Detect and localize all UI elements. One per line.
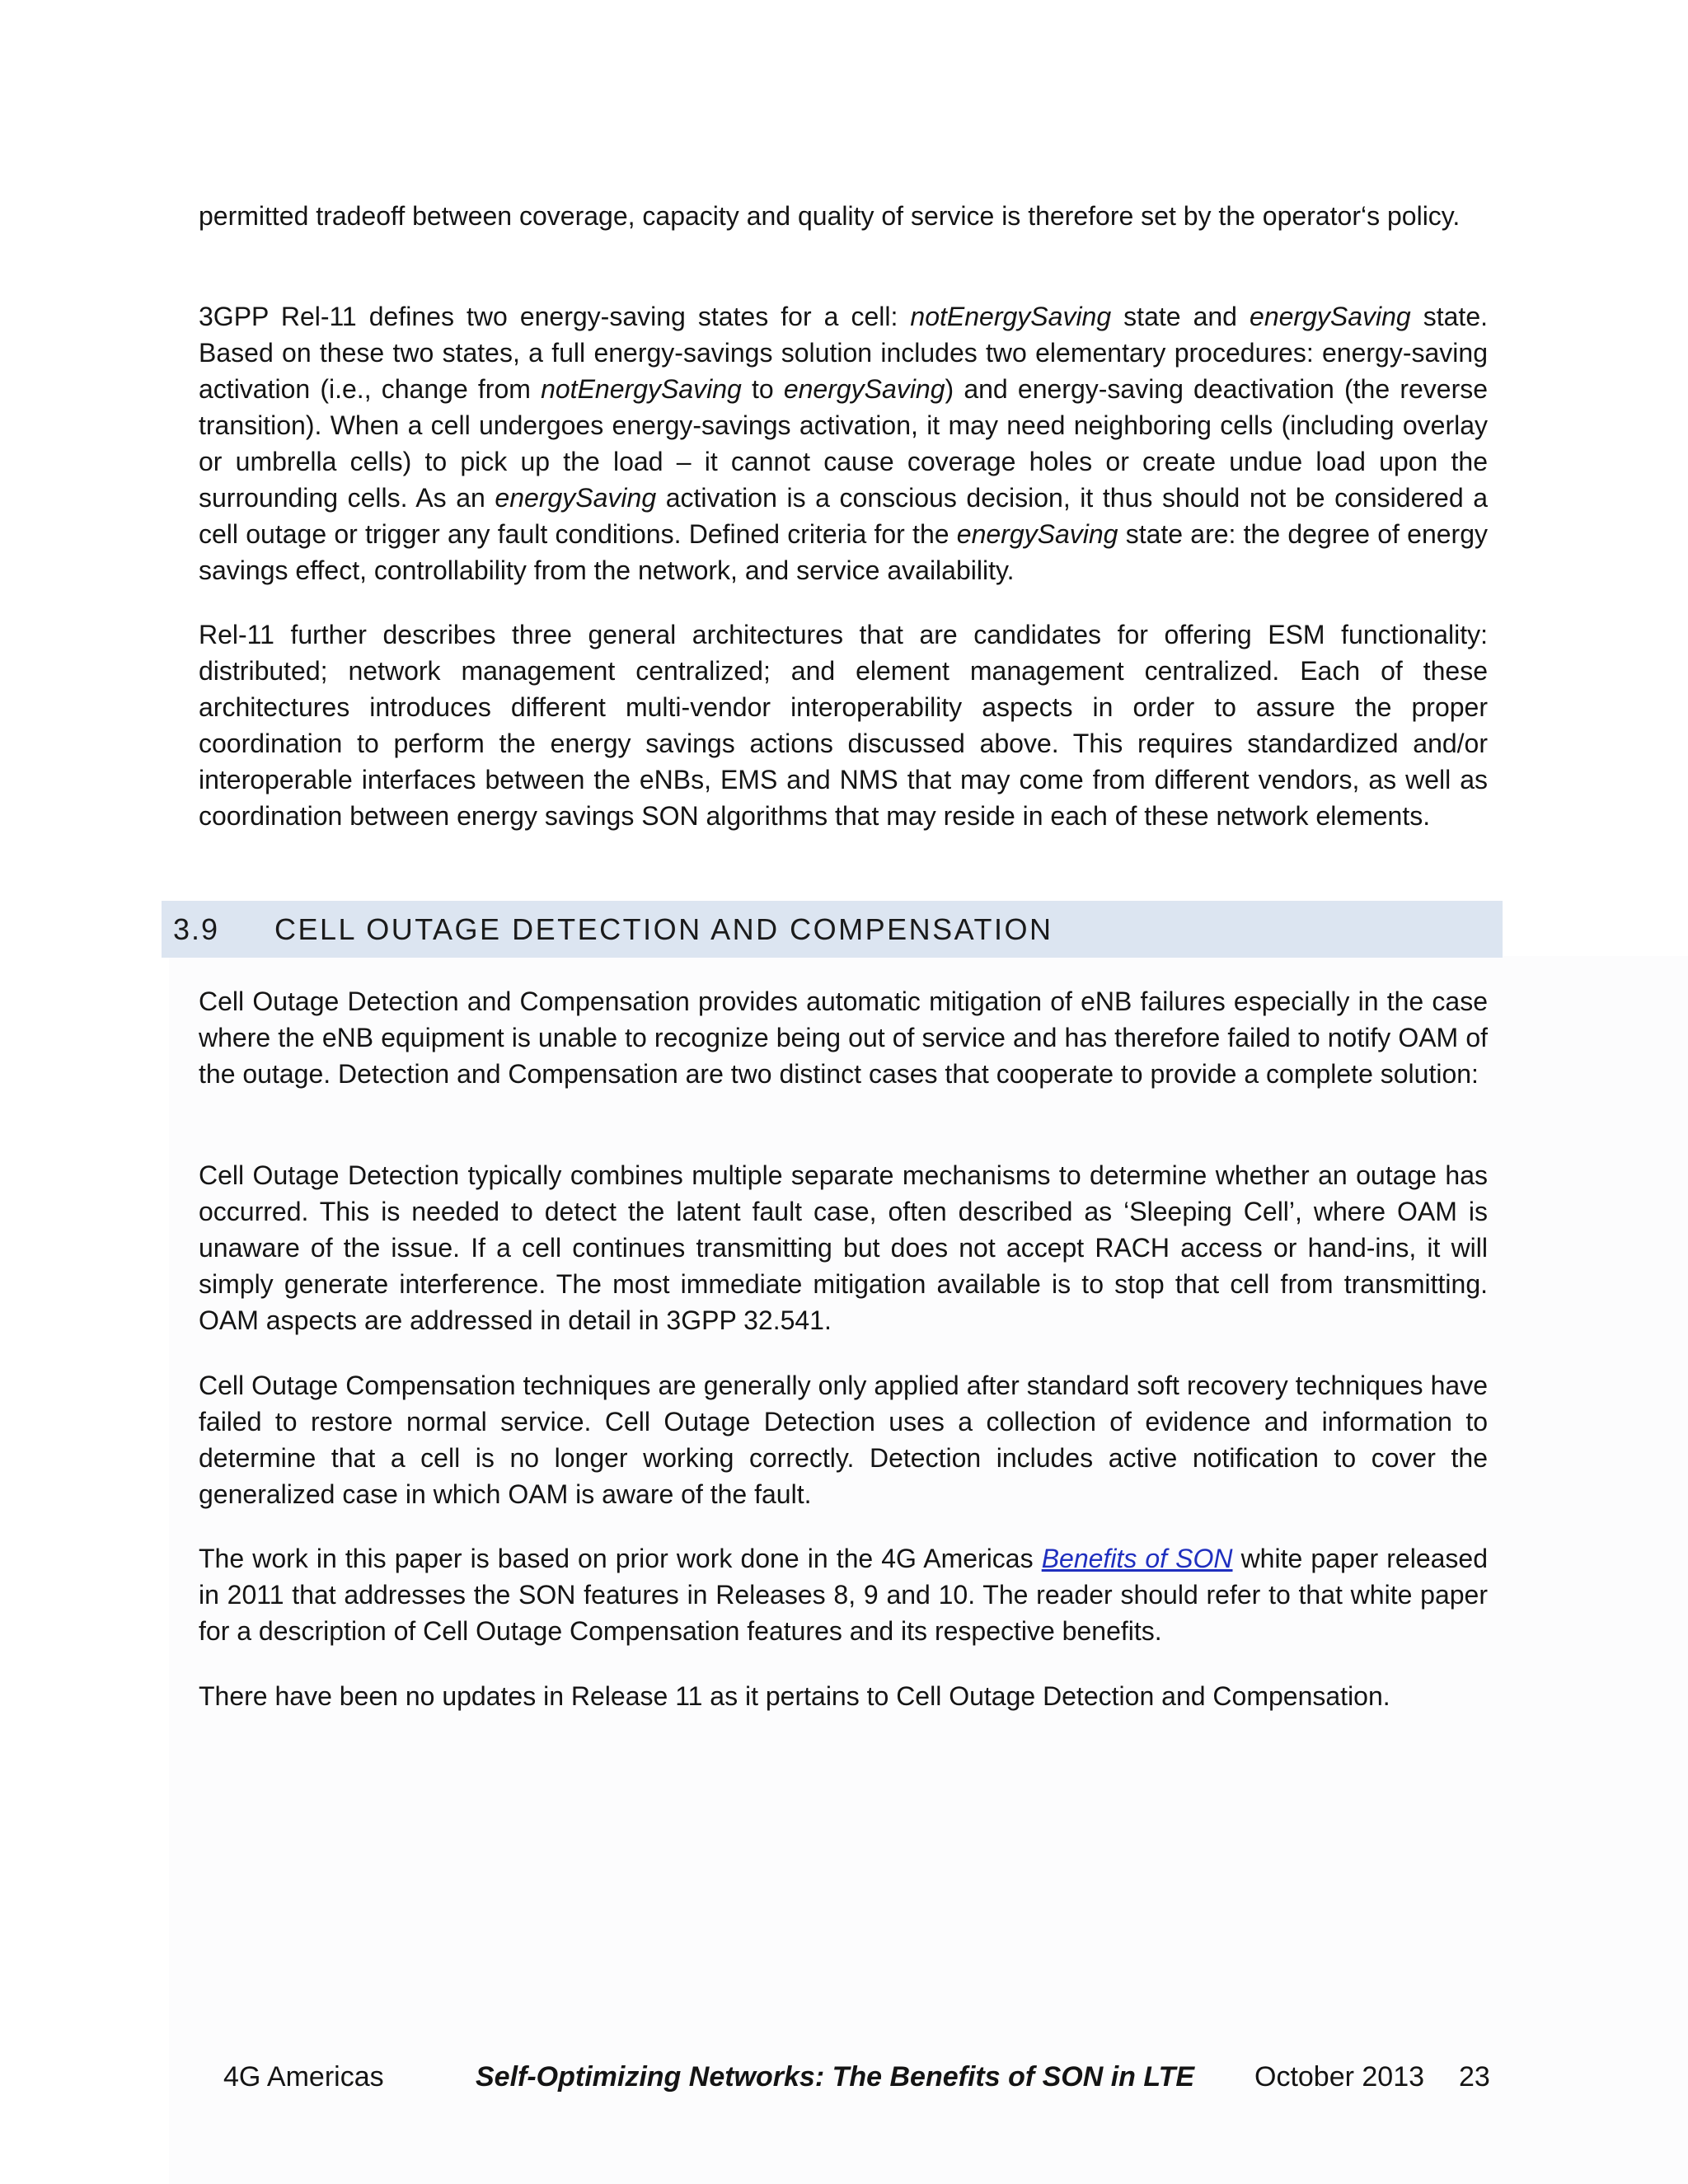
- section-title: CELL OUTAGE DETECTION AND COMPENSATION: [274, 912, 1053, 946]
- section-heading: [162, 901, 1503, 958]
- section-number: 3.9: [173, 912, 220, 946]
- paragraph-prior-work: The work in this paper is based on prior work done in the 4G Americas Benefits of SON white paper released in 2011 that addresses the SON features in Releases 8, 9 and 10. The reader should refer to that white paper for a description of Cell Outage Compensation features and its respective benefits.: [199, 1544, 1489, 1646]
- benefits-of-son-link[interactable]: Benefits of SON: [1041, 1544, 1233, 1573]
- paragraph-rel11-architectures: Rel-11 further describes three general architectures that are candidates for offering ESM functionality: distributed; network management centralized; and element management centralized. Each of these architectures introduces different multi-vendor interoperability aspects in order to assure the proper coordination to perform the energy savings actions discussed above. This requires standardized and/or interoperable interfaces between the eNBs, EMS and NMS that may come from different vendors, as well as coordination between energy savings SON algorithms that may reside in each of these network elements.: [199, 620, 1488, 831]
- paragraph-carryover: permitted tradeoff between coverage, capacity and quality of service is therefore set by the operator‘s policy.: [199, 201, 1461, 231]
- paragraph-no-updates: There have been no updates in Release 11 as it pertains to Cell Outage Detection and Compensation.: [199, 1681, 1390, 1711]
- footer-document-title: Self-Optimizing Networks: The Benefits of SON in LTE: [476, 2061, 1195, 2093]
- footer-page-number: 23: [1459, 2061, 1490, 2093]
- paragraph-outage-detection: Cell Outage Detection typically combines multiple separate mechanisms to determine whether an outage has occurred. This is needed to detect the latent fault case, often described as ‘Sleeping Cell’, where OAM is unaware of the issue. If a cell continues transmitting but does not accept RACH access or hand-ins, it will simply generate interference. The most immediate mitigation available is to stop that cell from transmitting. OAM aspects are addressed in detail in 3GPP 32.541.: [199, 1160, 1488, 1335]
- paragraph-3gpp-states: 3GPP Rel-11 defines two energy-saving states for a cell: notEnergySaving state and energySaving state. Based on these two states, a full energy-savings solution includes two elementary procedures: energy-saving activation (i.e., change from notEnergySaving to energySaving) and energy-saving deactivation (the reverse transition). When a cell undergoes energy-savings activation, it may need neighboring cells (including overlay or umbrella cells) to pick up the load – it cannot cause coverage holes or create undue load upon the surrounding cells. As an energySaving activation is a conscious decision, it thus should not be considered a cell outage or trigger any fault conditions. Defined criteria for the energySaving state are: the degree of energy savings effect, controllability from the network, and service availability.: [199, 302, 1489, 585]
- paragraph-codc-intro: Cell Outage Detection and Compensation provides automatic mitigation of eNB failures especially in the case where the eNB equipment is unable to recognize being out of service and has therefore failed to notify OAM of the outage. Detection and Compensation are two distinct cases that cooperate to provide a complete solution:: [199, 987, 1488, 1089]
- paragraph-outage-compensation: Cell Outage Compensation techniques are generally only applied after standard soft recovery techniques have failed to restore normal service. Cell Outage Detection uses a collection of evidence and information to determine that a cell is no longer working correctly. Detection includes active notification to cover the generalized case in which OAM is aware of the fault.: [199, 1371, 1488, 1509]
- footer-date: October 2013: [1254, 2061, 1425, 2093]
- footer-organization: 4G Americas: [223, 2061, 384, 2093]
